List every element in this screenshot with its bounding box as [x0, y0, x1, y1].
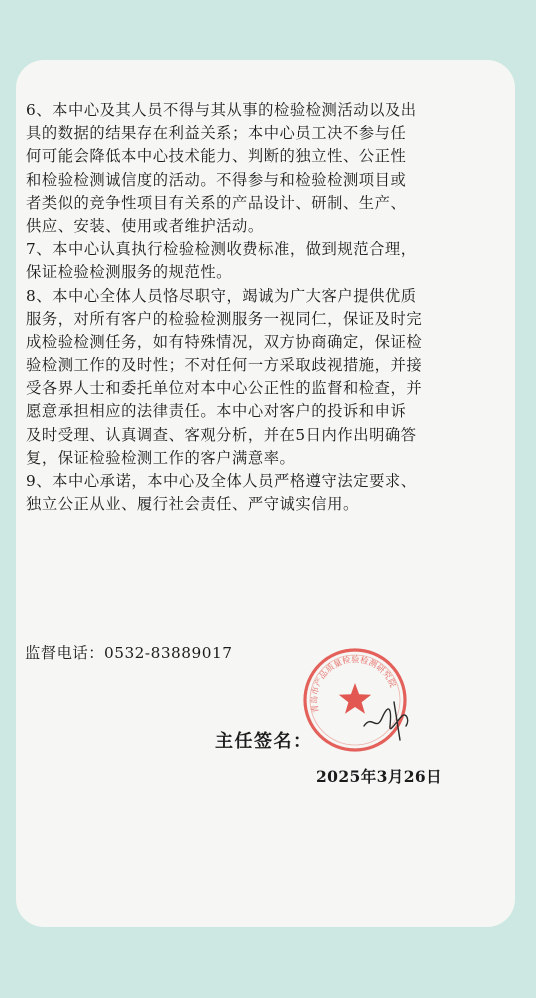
body-line: 保证检验检测服务的规范性。: [26, 263, 233, 282]
body-line: 及时受理、认真调查、客观分析，并在5日内作出明确答: [26, 425, 417, 444]
handwritten-signature: [360, 696, 420, 744]
body-line: 者类似的竞争性项目有关系的产品设计、研制、生产、: [26, 193, 407, 212]
seal-ring-text: 青岛市产品质量检验检测研究院: [308, 654, 399, 714]
body-line: 7、本中心认真执行检验检测收费标准，做到规范合理，: [26, 240, 417, 259]
body-line: 8、本中心全体人员恪尽职守，竭诚为广大客户提供优质: [26, 286, 417, 305]
supervision-hotline: 监督电话：0532-83889017: [25, 644, 233, 662]
body-line: 独立公正从业、履行社会责任、严守诚实信用。: [26, 495, 359, 514]
director-signature-label: 主任签名：: [215, 731, 313, 752]
body-line: 具的数据的结果存在利益关系；本中心员工决不参与任: [26, 124, 407, 143]
body-line: 9、本中心承诺，本中心及全体人员严格遵守法定要求、: [26, 472, 417, 490]
body-line: 服务，对所有客户的检验检测服务一视同仁，保证及时完: [26, 309, 423, 328]
body-line: 愿意承担相应的法律责任。本中心对客户的投诉和申诉: [26, 402, 407, 421]
body-line: 受各界人士和委托单位对本中心公正性的监督和检查，并: [26, 379, 423, 398]
body-line: 验检测工作的及时性；不对任何一方采取歧视措施，并接: [26, 356, 423, 375]
body-line: 复，保证检验检测工作的客户满意率。: [26, 448, 296, 467]
document-date: 2025年3月26日: [316, 767, 442, 786]
body-line: 何可能会降低本中心技术能力、判断的独立性、公正性: [26, 147, 407, 166]
body-line: 成检验检测任务，如有特殊情况，双方协商确定，保证检: [26, 332, 423, 351]
document-body: [26, 99, 510, 516]
body-line: 供应、安装、使用或者维护活动。: [26, 216, 264, 235]
body-line: 6、本中心及其人员不得与其从事的检验检测活动以及出: [26, 101, 417, 119]
body-line: 和检验检测诚信度的活动。不得参与和检验检测项目或: [26, 170, 407, 189]
